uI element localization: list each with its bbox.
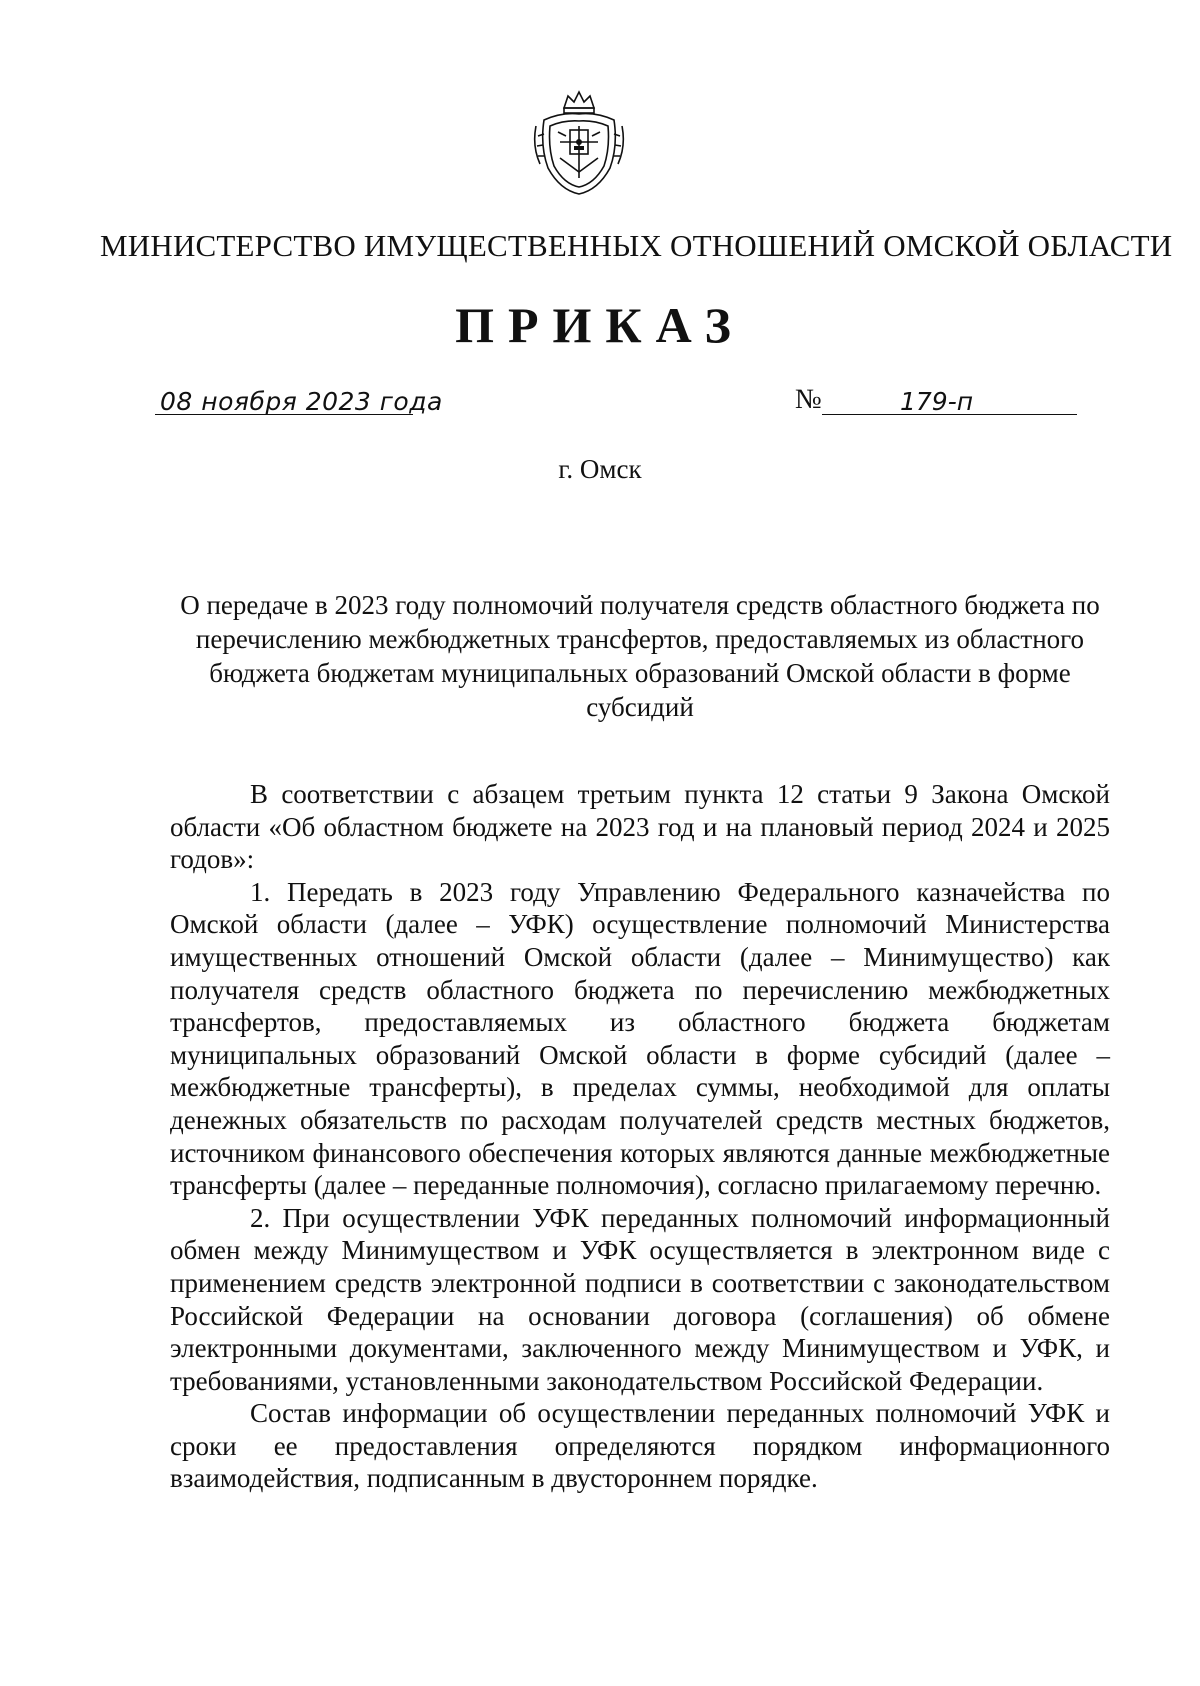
clause-2-continuation-paragraph: Состав информации об осуществлении переданных полномочий УФК и сроки ее предоставления определяются порядком информационного взаимодействия, подписанным в двустороннем порядке. bbox=[170, 1398, 1110, 1494]
city: г. Омск bbox=[558, 454, 642, 484]
clause-2-paragraph: 2. При осуществлении УФК переданных полномочий информационный обмен между Минимуществом и УФК осуществляется в электронном виде с применением средств электронной подписи в соответствии с законодательством Российской Федерации на основании договора (соглашения) об обмене электронными документами, заключенного между Минимуществом и УФК, и требованиями, установленными законодательством Российской Федерации. bbox=[170, 1202, 1110, 1396]
order-subject: О передаче в 2023 году полномочий получателя средств областного бюджета по перечислению межбюджетных трансфертов, предоставляемых из областного бюджета бюджетам муниципальных образований Омской области в форме субсидий bbox=[180, 590, 1100, 722]
number-underline bbox=[822, 414, 1077, 415]
ministry-name: МИНИСТЕРСТВО ИМУЩЕСТВЕННЫХ ОТНОШЕНИЙ ОМСКОЙ ОБЛАСТИ bbox=[100, 228, 1173, 263]
number-label: № bbox=[795, 384, 822, 415]
clause-1-paragraph: 1. Передать в 2023 году Управлению Федерального казначейства по Омской области (далее – УФК) осуществление полномочий Министерства имущественных отношений Омской области (далее – Минимущество) как получателя средств областного бюджета по перечислению межбюджетных трансфертов, предоставляемых из областного бюджета бюджетам муниципальных образований Омской области в форме субсидий (далее – межбюджетные трансферты), в пределах суммы, необходимой для оплаты денежных обязательств по расходам получателей средств местных бюджетов, источником финансового обеспечения которых являются данные межбюджетные трансферты (далее – переданные полномочия), согласно прилагаемому перечню. bbox=[170, 876, 1110, 1201]
order-number: 179-п bbox=[900, 387, 974, 416]
order-date: 08 ноября 2023 года bbox=[160, 387, 443, 416]
document-type-title: ПРИКАЗ bbox=[455, 297, 745, 353]
date-underline bbox=[155, 414, 413, 415]
coat-of-arms-icon bbox=[530, 86, 628, 196]
preamble-paragraph: В соответствии с абзацем третьим пункта 12 статьи 9 Закона Омской области «Об областном бюджете на 2023 год и на плановый период 2024 и 2025 годов»: bbox=[170, 779, 1110, 875]
order-body bbox=[170, 778, 1110, 1495]
